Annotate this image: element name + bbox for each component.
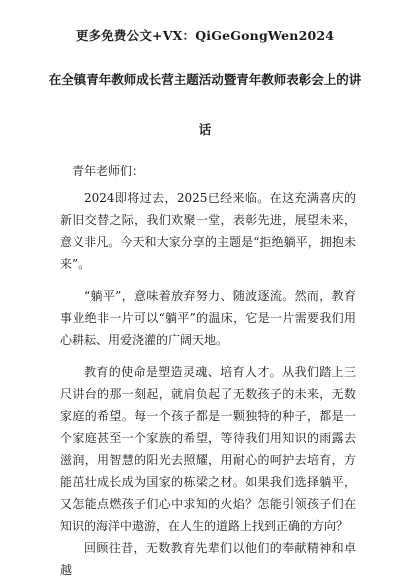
paragraph-3: 教育的使命是塑造灵魂、培育人才。从我们踏上三尺讲台的那一刻起，就肩负起了无数孩子的未来，无数家庭的希望。每一个孩子都是一颗独特的种子，都是一个家庭甚至一个家族的希望，等待我们用知识的雨露去滋润，用智慧的阳光去照耀，用耐心的呵护去培育，方能茁壮成长成为国家的栋梁之材。如果我们选择躺平，又怎能点燃孩子们心中求知的火焰？怎能引领孩子们在知识的海洋中遨游，在人生的道路上找到正确的方向？ (60, 365, 356, 533)
document-header: 更多免费公文+VX：QiGeGongWen2024 (75, 28, 335, 43)
paragraph-2: “躺平”，意味着放弃努力、随波逐流。然而，教育事业绝非一片可以“躺平”的温床，它是一片需要我们用心耕耘、用爱浇灌的广阔天地。 (60, 289, 356, 347)
salutation: 青年老师们： (72, 164, 145, 178)
paragraph-4: 回顾往昔，无数教育先辈们以他们的奉献精神和卓越 (60, 541, 356, 577)
document-title: 在全镇青年教师成长营主题活动暨青年教师表彰会上的讲 (48, 72, 362, 87)
document-title-continued: 话 (198, 122, 212, 137)
paragraph-1: 2024即将过去，2025已经来临。在这充满喜庆的新旧交替之际，我们欢聚一堂，表彰先进，展望未来，意义非凡。今天和大家分享的主题是“拒绝躺平，拥抱未来”。 (60, 191, 356, 271)
document-body (60, 160, 356, 581)
